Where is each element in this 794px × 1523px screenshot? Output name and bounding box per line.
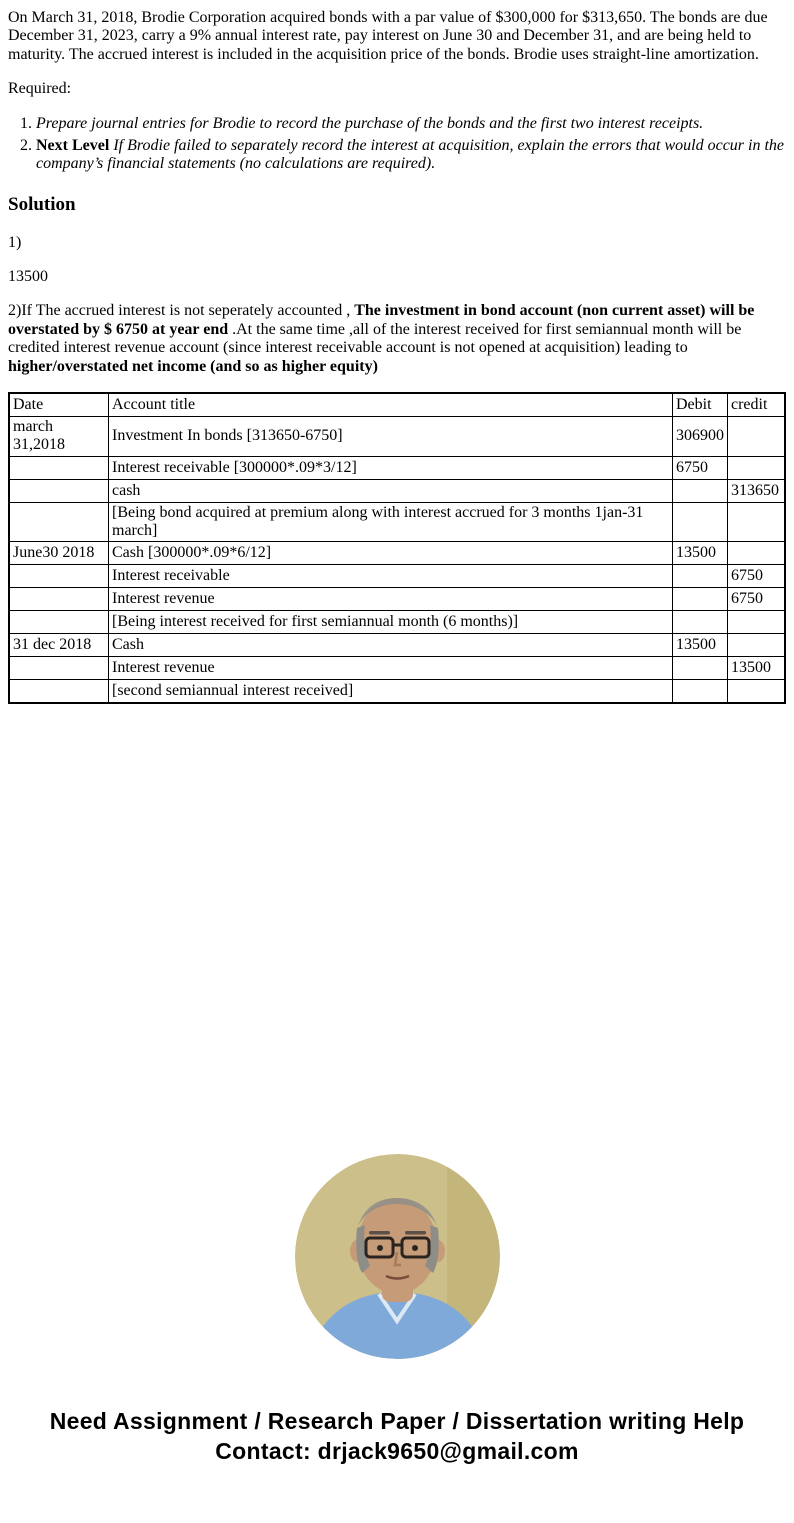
column-header-debit: Debit (673, 393, 728, 417)
table-cell (728, 542, 786, 565)
table-cell (673, 479, 728, 502)
part2-middle: .At the same time ,all of the interest received for first semiannual month will be credited interest revenue account (since interest receivable account is not opened at acquisition) leading to (8, 320, 742, 357)
table-cell: 13500 (728, 657, 786, 680)
table-row (9, 565, 785, 588)
table-cell (9, 588, 109, 611)
part2-bold-netincome: higher/overstated net income (and so as higher equity) (8, 357, 378, 375)
table-row (9, 657, 785, 680)
table-row (9, 680, 785, 704)
table-row (9, 588, 785, 611)
requirements-list (8, 115, 786, 174)
table-cell: 6750 (728, 565, 786, 588)
table-cell: Interest revenue (109, 588, 673, 611)
table-cell: [Being interest received for first semiannual month (6 months)] (109, 611, 673, 634)
tutor-avatar (295, 1154, 500, 1359)
table-row (9, 634, 785, 657)
table-cell (9, 680, 109, 704)
footer-contact-email: Contact: drjack9650@gmail.com (215, 1438, 579, 1465)
table-cell (673, 611, 728, 634)
table-cell (9, 611, 109, 634)
footer-help-text (8, 1407, 786, 1467)
requirement-item-2 (36, 137, 786, 174)
table-cell (728, 611, 786, 634)
table-cell: [second semiannual interest received] (109, 680, 673, 704)
journal-table (8, 392, 786, 705)
table-row (9, 502, 785, 542)
table-cell: Interest receivable (109, 565, 673, 588)
avatar-eye-left (377, 1245, 383, 1251)
tutor-avatar-illustration (295, 1154, 500, 1359)
part2-lead: 2)If The accrued interest is not seperately accounted , (8, 302, 355, 320)
part2-bold-overstated: The investment in bond account (non current asset) will be overstated by $ 6750 at year end (8, 302, 755, 338)
requirement-2-prefix: Next Level (36, 136, 110, 154)
table-cell (9, 502, 109, 542)
table-cell: Cash [300000*.09*6/12] (109, 542, 673, 565)
table-header-row (9, 393, 785, 417)
table-cell (673, 680, 728, 704)
table-cell: 13500 (673, 634, 728, 657)
table-cell (9, 657, 109, 680)
table-cell (673, 502, 728, 542)
table-cell (9, 479, 109, 502)
journal-table-body (9, 416, 785, 703)
avatar-eyebrow-left (369, 1231, 390, 1235)
table-cell: Cash (109, 634, 673, 657)
table-cell (673, 588, 728, 611)
table-cell (673, 657, 728, 680)
table-cell: Interest receivable [300000*.09*3/12] (109, 456, 673, 479)
table-cell: Interest revenue (109, 657, 673, 680)
column-header-date: Date (9, 393, 109, 417)
part2-explanation (8, 302, 786, 376)
table-row (9, 456, 785, 479)
avatar-eyebrow-right (405, 1231, 426, 1235)
table-cell: 13500 (673, 542, 728, 565)
table-cell: 6750 (673, 456, 728, 479)
solution-heading: Solution (8, 193, 76, 215)
requirement-2-text: If Brodie failed to separately record the interest at acquisition, explain the errors that would occur in the company’s financial statements (no calculations are required). (36, 136, 785, 173)
part1-answer: 13500 (8, 267, 48, 285)
table-cell (728, 456, 786, 479)
table-cell (9, 565, 109, 588)
table-cell: June30 2018 (9, 542, 109, 565)
table-row (9, 611, 785, 634)
table-cell: 6750 (728, 588, 786, 611)
required-label: Required: (8, 80, 72, 98)
table-cell: [Being bond acquired at premium along with interest accrued for 3 months 1jan-31 march] (109, 502, 673, 542)
requirement-item-1 (36, 115, 786, 133)
part1-label: 1) (8, 233, 22, 251)
table-row (9, 479, 785, 502)
table-cell (673, 565, 728, 588)
avatar-eye-right (412, 1245, 418, 1251)
requirement-1-text: Prepare journal entries for Brodie to record the purchase of the bonds and the first two interest receipts. (36, 114, 704, 132)
problem-statement: On March 31, 2018, Brodie Corporation acquired bonds with a par value of $300,000 for $313,650. The bonds are due December 31, 2023, carry a 9% annual interest rate, pay interest on June 30 and December 31, and are being held to maturity. The accrued interest is included in the acquisition price of the bonds. Brodie uses straight-line amortization. (8, 9, 768, 63)
column-header-account-title: Account title (109, 393, 673, 417)
table-cell: 313650 (728, 479, 786, 502)
column-header-credit: credit (728, 393, 786, 417)
table-cell: 31 dec 2018 (9, 634, 109, 657)
footer-help-line: Need Assignment / Research Paper / Dissertation writing Help (49, 1408, 745, 1435)
table-cell (728, 634, 786, 657)
table-cell: Investment In bonds [313650-6750] (109, 416, 673, 456)
table-cell (728, 680, 786, 704)
table-cell (728, 502, 786, 542)
table-cell: cash (109, 479, 673, 502)
table-row (9, 416, 785, 456)
table-cell (728, 416, 786, 456)
table-cell: 306900 (673, 416, 728, 456)
table-cell (9, 456, 109, 479)
tutor-photo-icon (295, 1154, 500, 1359)
table-cell: march 31,2018 (9, 416, 109, 456)
table-row (9, 542, 785, 565)
